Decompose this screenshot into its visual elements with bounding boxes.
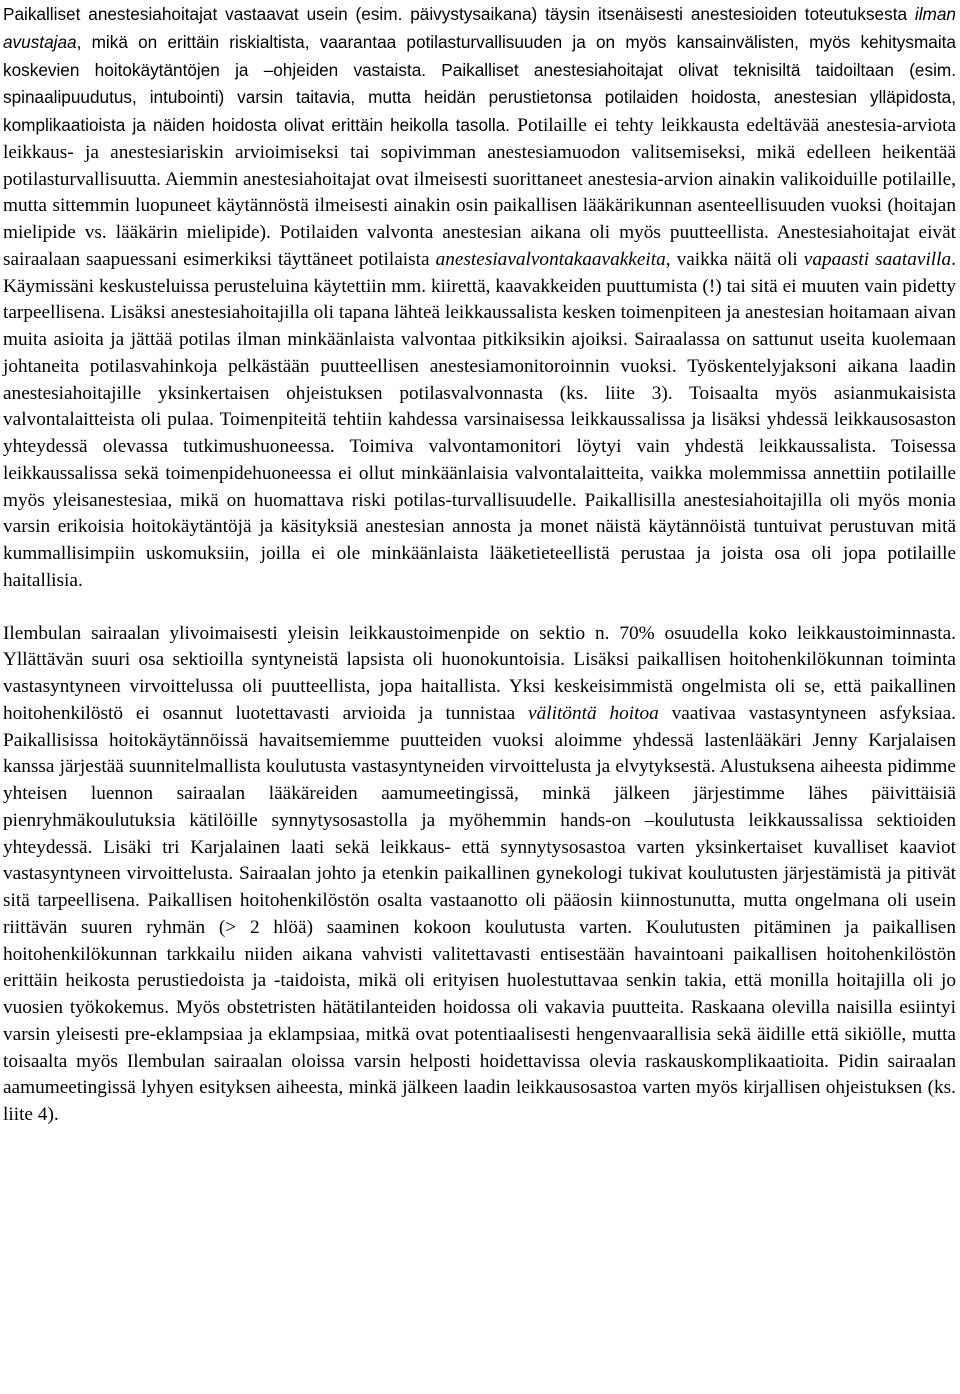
- text-run: Ilembulan sairaalan ylivoimaisesti yleisin leikkaustoimenpide on sektio n. 70% osuudella koko leikkaustoiminnasta. Yllättävän suuri osa sektioilla syntyneistä lapsista oli huonokuntoisia. Lisäksi paikallisen hoitohenkilökunnan toiminta vastasyntyneen virvoittelussa oli puutteellista, jopa haitallista. Yksi keskeisimmistä ongelmista oli se, että paikallinen hoitohenkilöstö ei osannut luotettavasti arvioida ja tunnistaa: [3, 622, 956, 724]
- paragraph-neonatal: [3, 621, 956, 1129]
- text-run: , mikä on erittäin riskialtista, vaarantaa potilasturvallisuuden ja on myös kansainvälisten, myös kehitysmaita koskevien hoitokäytäntöjen ja –ohjeiden vastaista. Paikalliset anestesiahoitajat olivat teknisiltä taidoiltaan (esim.: [3, 31, 956, 80]
- italic-run: vapaasti saatavilla: [803, 248, 952, 270]
- italic-run: ilman avustajaa: [3, 4, 956, 52]
- italic-run: välitöntä hoitoa: [528, 702, 659, 724]
- text-run: . Käymissäni keskusteluissa perusteluina käytettiin mm. kiirettä, kaavakkeiden puuttumista (!) tai sitä ei muuten vain pidetty tarpeellisena. Lisäksi anestesiahoitajilla oli tapana lähteä leikkaussalista kesken toimenpiteen ja anestesian hoitamaan aivan muita asioita ja jättää potilas ilman minkäänlaista valvontaa pitkiksikin ajoiksi. Sairaalassa on sattunut useita kuolemaan johtaneita potilasvahinkoja pelkästään puutteellisen anestesiamonitoroinnin vuoksi. Työskentelyjaksoni aikana laadin anestesiahoitajille yksinkertaisen ohjeistuksen potilasvalvonnasta (ks. liite 3). Toisaalta myös asianmukaisista valvontalaitteista oli pulaa. Toimenpiteitä tehtiin kahdessa varsinaisessa leikkaussalissa ja lisäksi yhdessä leikkausosaston yhteydessä olevassa tutkimushuoneessa. Toimiva valvontamonitori löytyi vain yhdestä leikkaussalista. Toisessa leikkaussalissa sekä toimenpidehuoneessa ei ollut minkäänlaisia valvontalaitteita, vaikka molemmissa annettiin potilaille myös yleisanestesiaa, mikä on huomattava riski potilas-turvallisuudelle. Paikallisilla anestesiahoitajilla oli myös monia varsin erikoisia hoitokäytäntöjä ja käsityksiä anestesian annosta ja monet näistä käytännöistä tuntuivat perustuvan mitä kummallisimpiin uskomuksiin, joilla ei ole minkäänlaista lääketieteellistä perustaa ja joista osa oli jopa potilaille haitallisia.: [3, 248, 956, 591]
- paragraph-anesthesia: [3, 1, 956, 595]
- text-run: , vaikka näitä oli: [665, 248, 804, 270]
- italic-run: anestesiavalvontakaavakkeita: [435, 248, 666, 270]
- text-run: Paikalliset anestesiahoitajat vastaavat usein (esim. päivystysaikana) täysin itsenäisesti anestesioiden toteutuksesta: [3, 4, 915, 24]
- text-run: spinaalipuudutus, intubointi) varsin taitavia, mutta heidän perustietonsa potilaiden hoidosta, anestesian ylläpidosta, komplikaatioista ja näiden hoidosta olivat erittäin heikolla tasolla.: [3, 87, 956, 135]
- text-run: vaativaa vastasyntyneen asfyksiaa. Paikallisissa hoitokäytännöissä havaitsemiemme puutteiden vuoksi aloimme yhdessä lastenlääkäri Jenny Karjalaisen kanssa järjestää suunnitelmallista koulutusta vastasyntyneiden virvoittelusta ja elvytyksestä. Alustuksena aiheesta pidimme yhteisen luennon sairaalan lääkäreiden aamumeetingissä, minkä jälkeen järjestimme lähes päivittäisiä pienryhmäkoulutuksia kätilöille synnytysosastolla ja myöhemmin hands-on –koulutusta leikkaussalissa sektioiden yhteydessä. Lisäki tri Karjalainen laati sekä leikkaus- että synnytysosastoa varten yksinkertaiset kuvalliset kaaviot vastasyntyneen virvoittelusta. Sairaalan johto ja etenkin paikallinen gynekologi tukivat koulutusten järjestämistä ja pitivät sitä tarpeellisena. Paikallisen hoitohenkilöstön osalta vastaanotto oli pääosin kiinnostunutta, mutta ongelmana oli usein riittävän suuren ryhmän (> 2 hlöä) saaminen kokoon koulutusta varten. Koulutusten pitäminen ja paikallisen hoitohenkilökunnan tarkkailu niiden aikana vahvisti valitettavasti entisestään havaintoani paikallisen hoitohenkilöstön erittäin heikosta perustiedoista ja -taidoista, mikä oli erityisen huolestuttavaa senkin takia, että monilla hoitajilla oli jo vuosien työkokemus. Myös obstetristen hätätilanteiden hoidossa oli vakavia puutteita. Raskaana olevilla naisilla esiintyi varsin yleisesti pre-eklampsiaa ja eklampsiaa, mitkä ovat potentiaalisesti hengenvaarallisia sekä äidille että sikiölle, mutta toisaalta myös Ilembulan sairaalan oloissa varsin helposti hoidettavissa olevia raskauskomplikaatioita. Pidin sairaalan aamumeetingissä lyhyen esityksen aiheesta, minkä jälkeen laadin leikkausosastoa varten myös kirjallisen ohjeistuksen (ks. liite 4).: [3, 702, 956, 1125]
- text-run: Potilaille ei tehty leikkausta edeltävää anestesia-arviota leikkaus- ja anestesiariskin arvioimiseksi tai sopivimman anestesiamuodon valitsemiseksi, mikä edelleen heikentää potilasturvallisuutta. Aiemmin anestesiahoitajat ovat ilmeisesti suorittaneet anestesia-arvion ainakin valikoiduille potilaille, mutta sittemmin luopuneet käytännöstä ilmeisesti ainakin osin paikallisen lääkärikunnan asenteellisuuden vuoksi (hoitajan mielipide vs. lääkärin mielipide). Potilaiden valvonta anestesian aikana oli myös puutteellista. Anestesiahoitajat eivät sairaalaan saapuessani esimerkiksi täyttäneet potilaista: [3, 115, 956, 270]
